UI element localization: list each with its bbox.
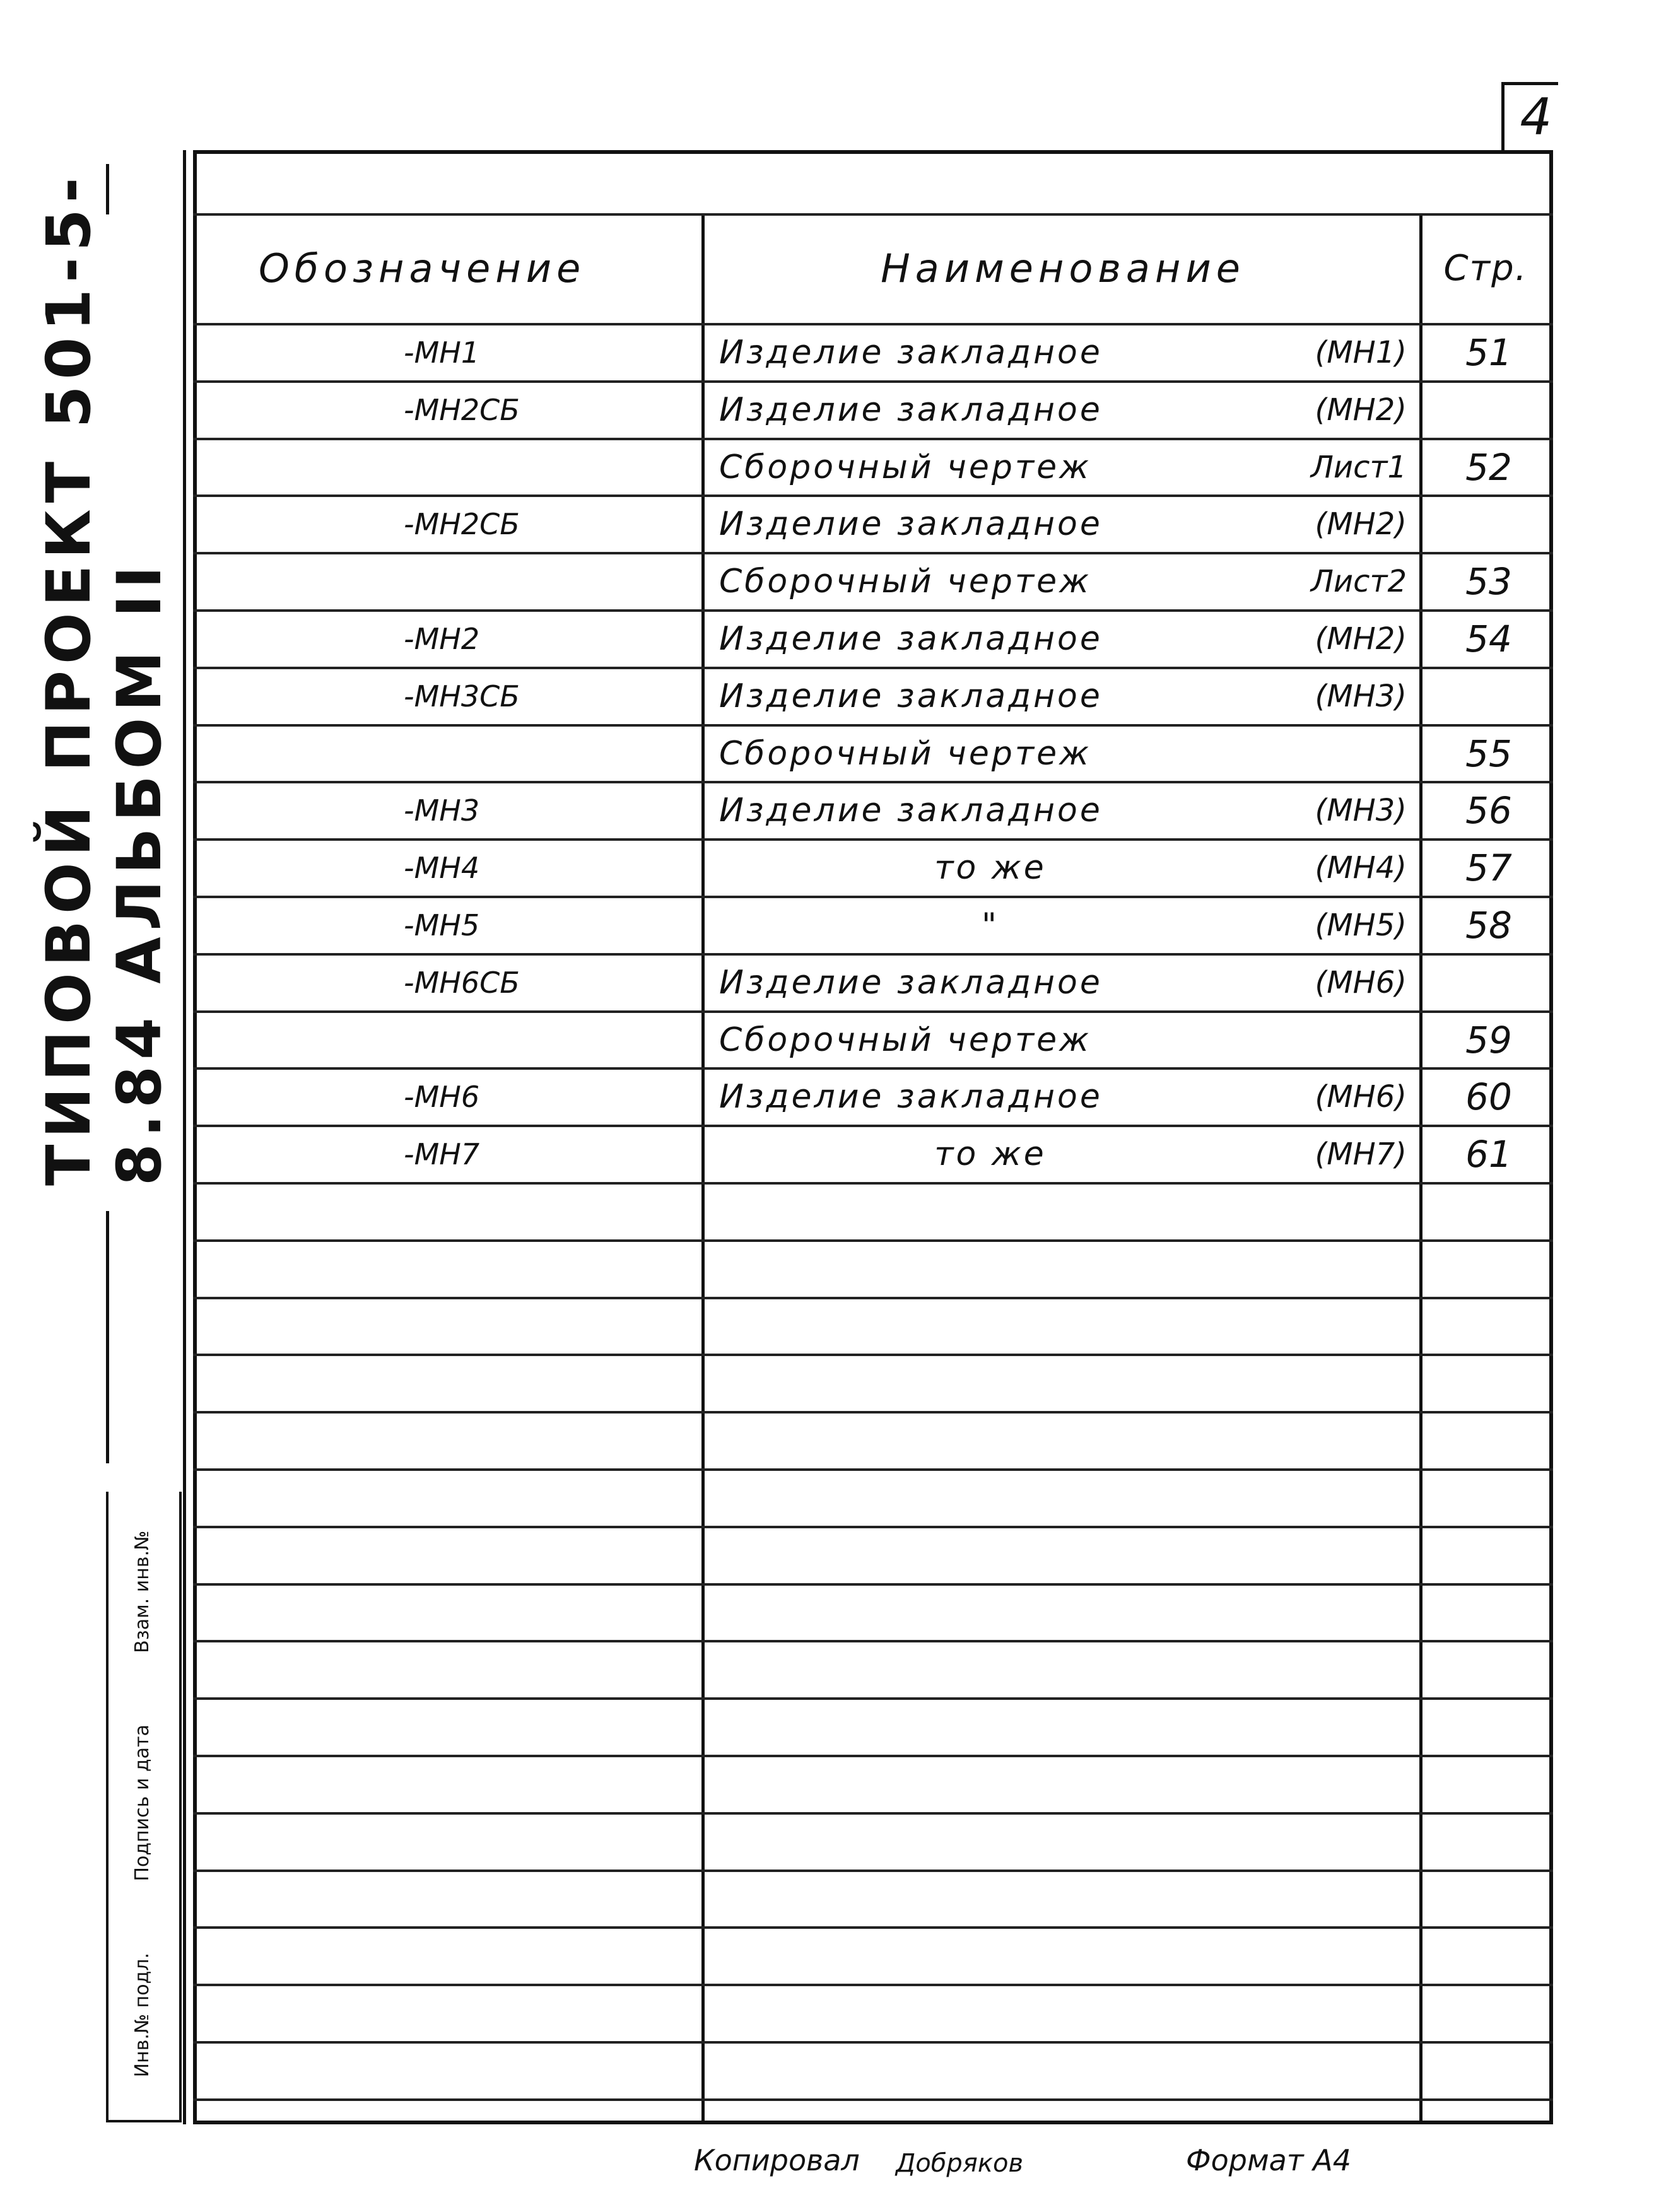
frame-double-line — [183, 150, 186, 2124]
row-designation: -МН2 — [404, 622, 480, 656]
row-mark: (МН5) — [1315, 908, 1407, 943]
row-designation: -МН6 — [404, 1080, 480, 1114]
row-designation: -МН2СБ — [404, 393, 520, 427]
stamp-fields — [114, 1495, 170, 2113]
row-designation — [404, 553, 694, 610]
row-designation: -МН2СБ — [404, 507, 520, 541]
row-name: Изделие закладное — [719, 792, 1103, 829]
row-mark: (МН3) — [1315, 679, 1407, 714]
row-line — [193, 1870, 1553, 1872]
row-page: 56 — [1465, 789, 1512, 832]
row-name: Сборочный чертеж — [719, 448, 1091, 486]
row-page: 51 — [1465, 331, 1512, 374]
row-mark: (МН4) — [1315, 850, 1407, 886]
row-mark: (МН2) — [1315, 621, 1407, 657]
row-line — [193, 2041, 1553, 2044]
row-line — [193, 1812, 1553, 1815]
row-name: " — [982, 906, 999, 944]
row-mark: Лист2 — [1310, 564, 1407, 599]
row-page: 55 — [1465, 732, 1512, 775]
row-designation: -МН4 — [404, 851, 480, 885]
row-name: Изделие закладное — [719, 677, 1103, 715]
row-name: Изделие закладное — [719, 964, 1103, 1002]
row-page: 57 — [1465, 846, 1512, 889]
row-line — [193, 1755, 1553, 1757]
side-rule-bottom — [106, 1211, 109, 1463]
row-designation: -МН3СБ — [404, 679, 520, 713]
stamp-field-sign: Подпись и дата — [131, 1724, 153, 1881]
row-designation: -МН5 — [404, 908, 480, 942]
row-mark: (МН3) — [1315, 793, 1407, 828]
footer-copied-by: Добряков — [896, 2149, 1024, 2178]
row-name: то же — [934, 1135, 1047, 1173]
row-mark: (МН6) — [1315, 1079, 1407, 1115]
row-line — [193, 1697, 1553, 1700]
row-mark: (МН6) — [1315, 965, 1407, 1000]
row-page: 61 — [1465, 1133, 1512, 1176]
row-designation: -МН6СБ — [404, 966, 520, 1000]
row-page — [1432, 382, 1545, 438]
row-line — [193, 1984, 1553, 1986]
row-name: то же — [934, 849, 1047, 887]
row-line — [193, 1583, 1553, 1586]
row-line — [193, 1526, 1553, 1528]
row-designation: -МН7 — [404, 1137, 480, 1171]
row-designation: -МН3 — [404, 793, 480, 828]
row-line — [193, 2098, 1553, 2101]
row-line — [193, 1468, 1553, 1471]
row-name: Изделие закладное — [719, 391, 1103, 429]
row-mark: (МН1) — [1315, 335, 1407, 370]
row-mark — [1230, 725, 1419, 782]
row-name: Сборочный чертеж — [719, 735, 1091, 773]
header-name: Наименование — [881, 245, 1245, 291]
stamp-field-replace: Взам. инв.№ — [131, 1530, 153, 1653]
row-designation: -МН1 — [404, 336, 480, 370]
row-name: Изделие закладное — [719, 334, 1103, 372]
row-line — [193, 1297, 1553, 1299]
side-label: ТИПОВОЙ ПРОЕКТ 501-5-8.84 АЛЬБОМ II — [33, 171, 175, 1186]
sheet-number: 4 — [1520, 87, 1552, 146]
row-name: Изделие закладное — [719, 505, 1103, 543]
row-line — [193, 1411, 1553, 1413]
row-designation — [404, 1012, 694, 1068]
row-page: 59 — [1465, 1019, 1512, 1062]
row-name: Изделие закладное — [719, 1078, 1103, 1116]
row-line — [193, 1239, 1553, 1242]
row-mark: (МН2) — [1315, 506, 1407, 542]
row-page — [1432, 496, 1545, 553]
row-designation — [404, 439, 694, 496]
row-mark: (МН7) — [1315, 1137, 1407, 1172]
row-line — [193, 1354, 1553, 1356]
row-mark — [1230, 1012, 1419, 1068]
row-page — [1432, 954, 1545, 1011]
row-designation — [404, 725, 694, 782]
row-mark: Лист1 — [1310, 450, 1407, 485]
row-name: Изделие закладное — [719, 620, 1103, 658]
footer-copied-label: Копировал — [694, 2143, 860, 2177]
stamp-field-inv: Инв.№ подл. — [131, 1952, 153, 2078]
header-designation: Обозначение — [259, 245, 586, 291]
footer-format: Формат А4 — [1186, 2143, 1351, 2177]
row-name: Сборочный чертеж — [719, 563, 1091, 600]
row-page: 60 — [1465, 1075, 1512, 1118]
row-name: Сборочный чертеж — [719, 1021, 1091, 1059]
row-page: 52 — [1465, 446, 1512, 489]
row-page: 53 — [1465, 560, 1512, 603]
header-page: Стр. — [1443, 247, 1528, 289]
row-line — [193, 1926, 1553, 1929]
row-page — [1432, 668, 1545, 725]
row-page: 58 — [1465, 904, 1512, 947]
row-line — [193, 1640, 1553, 1642]
col-divider-2 — [1419, 214, 1422, 2124]
col-divider-1 — [701, 214, 705, 2124]
row-mark: (МН2) — [1315, 392, 1407, 428]
row-page: 54 — [1465, 617, 1512, 660]
